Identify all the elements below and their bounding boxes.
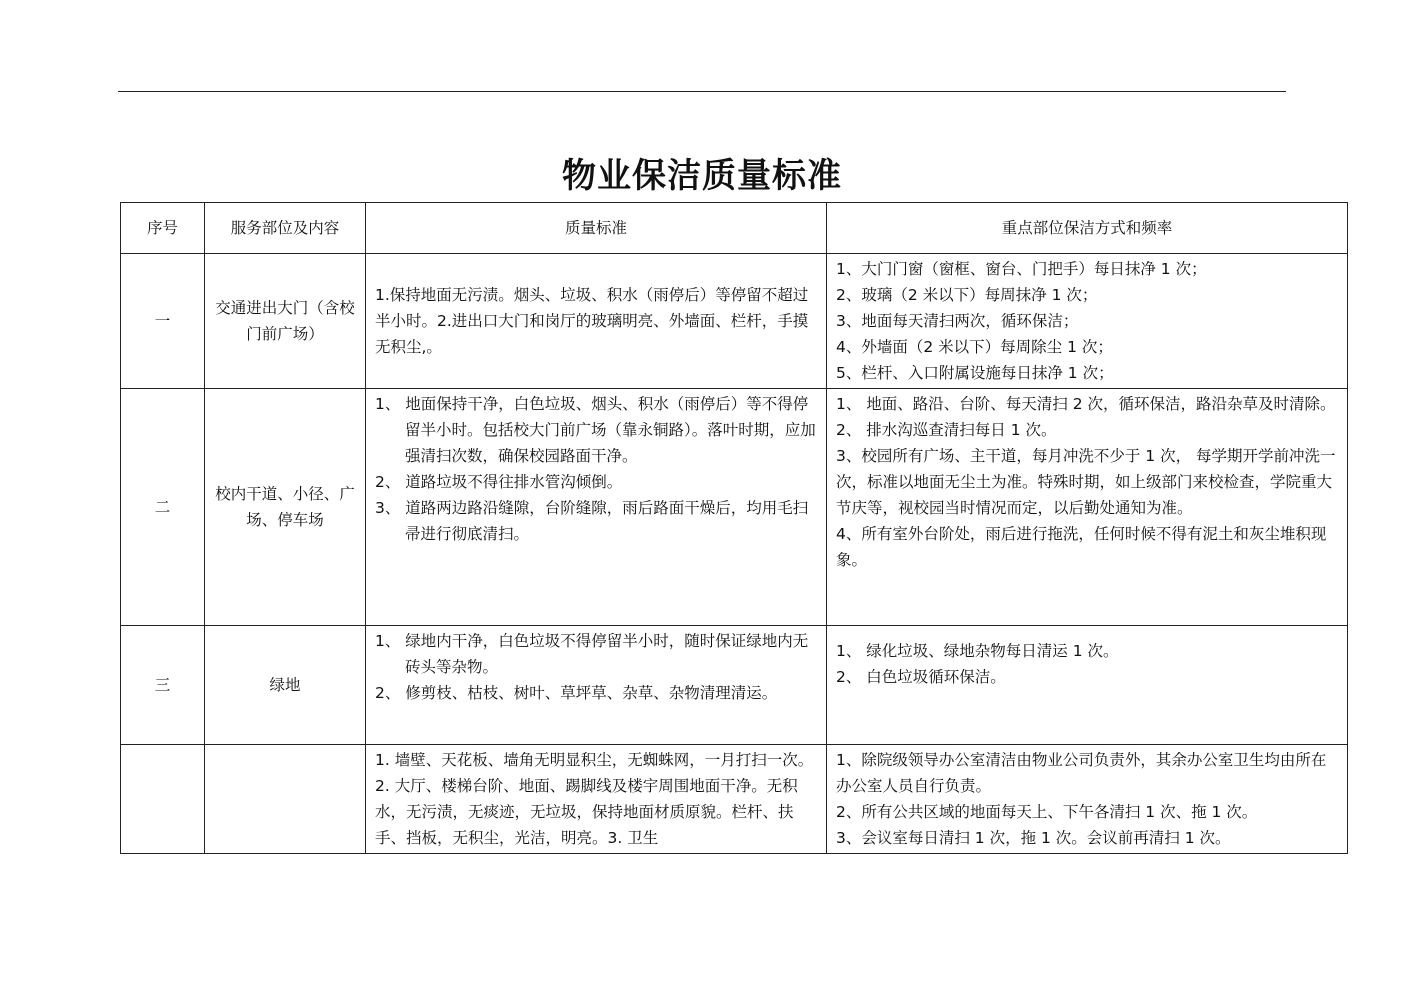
frequency-item: 1、大门门窗（窗框、窗台、门把手）每日抹净 1 次； xyxy=(836,260,1207,278)
row-index: 二 xyxy=(121,389,205,626)
standard-text: 1.保持地面无污渍。烟头、垃圾、积水（雨停后）等停留不超过半小时。2.进出口大门和岗厅的玻璃明亮、外墙面、栏杆，手摸无积尘,。 xyxy=(375,286,809,356)
table-row xyxy=(121,389,1348,626)
header-standard: 质量标准 xyxy=(366,203,827,254)
row-frequency xyxy=(827,745,1348,854)
frequency-item: 2、所有公共区域的地面每天上、下午各清扫 1 次、拖 1 次。 xyxy=(836,803,1258,821)
row-area: 交通进出大门（含校门前广场） xyxy=(205,254,366,389)
table-row xyxy=(121,626,1348,745)
standard-item: 2、 修剪枝、枯枝、树叶、草坪草、杂草、杂物清理清运。 xyxy=(375,684,778,702)
table-header-row xyxy=(121,203,1348,254)
standard-item: 2、 道路垃圾不得往排水管沟倾倒。 xyxy=(375,473,623,491)
row-frequency xyxy=(827,389,1348,626)
header-frequency: 重点部位保洁方式和频率 xyxy=(827,203,1348,254)
row-area xyxy=(205,745,366,854)
row-standard xyxy=(366,389,827,626)
row-index: 三 xyxy=(121,626,205,745)
frequency-item: 2、 白色垃圾循环保洁。 xyxy=(836,668,1006,686)
frequency-item: 3、会议室每日清扫 1 次，拖 1 次。会议前再清扫 1 次。 xyxy=(836,829,1231,847)
row-frequency xyxy=(827,626,1348,745)
row-standard xyxy=(366,626,827,745)
table-row xyxy=(121,254,1348,389)
standards-table xyxy=(120,202,1347,847)
row-area: 校内干道、小径、广场、停车场 xyxy=(205,389,366,626)
frequency-item: 5、栏杆、入口附属设施每日抹净 1 次； xyxy=(836,364,1114,382)
row-standard xyxy=(366,254,827,389)
header-area: 服务部位及内容 xyxy=(205,203,366,254)
row-standard xyxy=(366,745,827,854)
frequency-item: 2、玻璃（2 米以下）每周抹净 1 次； xyxy=(836,286,1098,304)
frequency-item: 3、地面每天清扫两次，循环保洁； xyxy=(836,312,1079,330)
frequency-item: 3、校园所有广场、主干道，每月冲洗不少于 1 次， 每学期开学前冲洗一次，标准以地面无尘土为准。特殊时期，如上级部门来校检查，学院重大节庆等，视校园当时情况而定，以后勤处通知为准。 xyxy=(836,447,1336,517)
header-rule xyxy=(118,91,1286,92)
document-title: 物业保洁质量标准 xyxy=(562,156,842,196)
row-frequency xyxy=(827,254,1348,389)
row-area: 绿地 xyxy=(205,626,366,745)
frequency-item: 4、所有室外台阶处，雨后进行拖洗，任何时候不得有泥土和灰尘堆积现象。 xyxy=(836,525,1327,569)
standard-text: 1. 墙壁、天花板、墙角无明显积尘，无蜘蛛网，一月打扫一次。2. 大厅、楼梯台阶、地面、踢脚线及楼宇周围地面干净。无积水，无污渍，无痰迹，无垃圾，保持地面材质原貌。栏杆、扶手、挡板，无积尘，光洁，明亮。3. 卫生 xyxy=(375,751,814,847)
table-row xyxy=(121,745,1348,854)
frequency-item: 4、外墙面（2 米以下）每周除尘 1 次； xyxy=(836,338,1113,356)
row-index: 一 xyxy=(121,254,205,389)
frequency-item: 1、 地面、路沿、台阶、每天清扫 2 次，循环保洁，路沿杂草及时清除。 xyxy=(836,395,1336,413)
frequency-item: 1、除院级领导办公室清洁由物业公司负责外，其余办公室卫生均由所在办公室人员自行负责。 xyxy=(836,751,1327,795)
row-index xyxy=(121,745,205,854)
standard-item: 1、 地面保持干净，白色垃圾、烟头、积水（雨停后）等不得停留半小时。包括校大门前广场（靠永铜路）。落叶时期，应加强清扫次数，确保校园路面干净。 xyxy=(375,395,816,465)
frequency-item: 2、 排水沟巡查清扫每日 1 次。 xyxy=(836,421,1057,439)
standard-item: 3、 道路两边路沿缝隙，台阶缝隙，雨后路面干燥后，均用毛扫帚进行彻底清扫。 xyxy=(375,499,809,543)
standard-item: 1、 绿地内干净，白色垃圾不得停留半小时，随时保证绿地内无砖头等杂物。 xyxy=(375,632,809,676)
header-index: 序号 xyxy=(121,203,205,254)
frequency-item: 1、 绿化垃圾、绿地杂物每日清运 1 次。 xyxy=(836,642,1119,660)
